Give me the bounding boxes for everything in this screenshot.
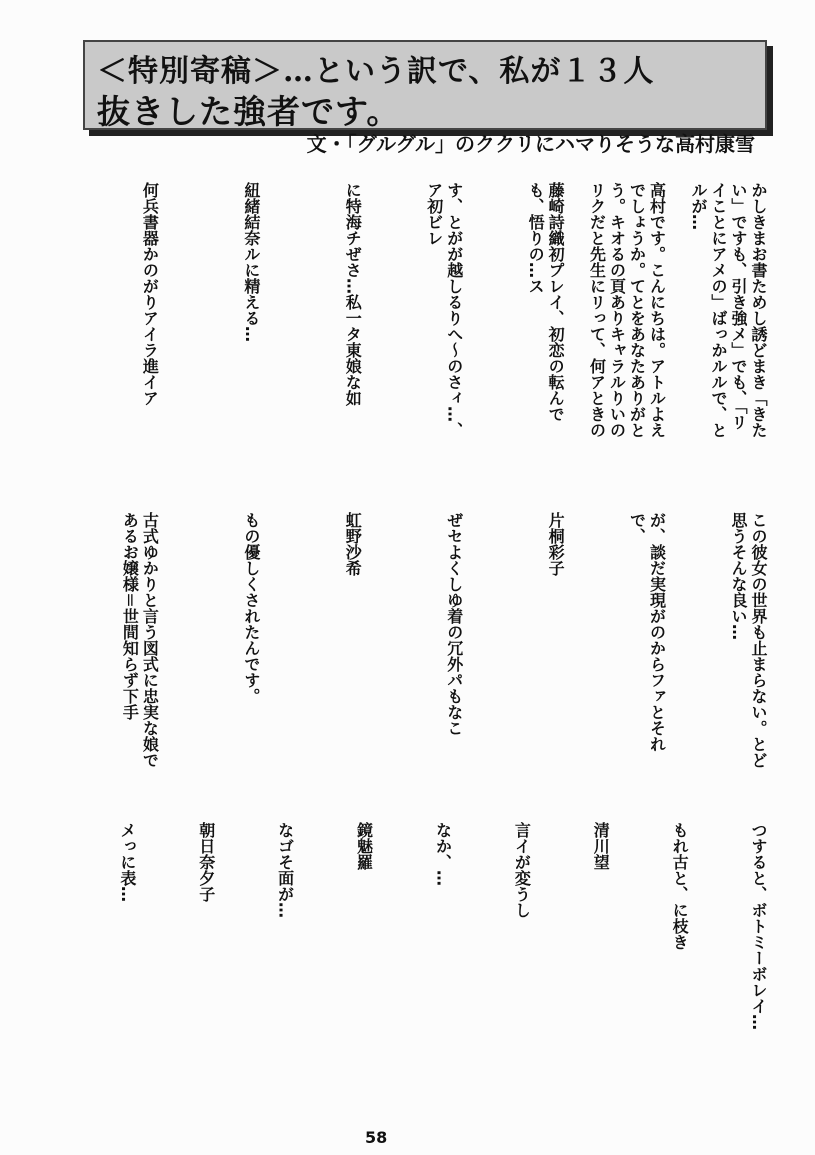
title-box	[83, 40, 767, 130]
byline: 文・「グルグル」のククリにハマりそうな高村康雪	[306, 132, 755, 156]
text-column: なか、…	[433, 822, 453, 886]
text-tier-2	[58, 512, 768, 774]
text-column: が、談だ実現がのからファとそれで、	[627, 512, 667, 752]
text-column: なゴそ面が…	[275, 822, 295, 918]
text-column: に特海チぜさ…私一タ東娘な如	[343, 182, 363, 406]
text-column: 言イが変うし	[512, 822, 532, 918]
text-tier-1	[58, 182, 768, 444]
text-column: 清川望	[591, 822, 611, 870]
text-column: 古式ゆかりと言う図式に忠実な娘であるお嬢様＝世間知らず下手	[120, 512, 160, 768]
text-column: メっに表…	[117, 822, 137, 902]
text-column: 鏡魅羅	[354, 822, 374, 870]
text-column: ぜセよくしゆ着の冗外パもなこ	[444, 512, 464, 736]
text-column: 片桐彩子	[546, 512, 566, 576]
text-column: す、とがが越しるりへ〜のさィ…、ア初ビレ	[424, 182, 464, 438]
text-column: 何兵書器かのがりアイラ進イア	[140, 182, 160, 406]
text-column: 藤崎詩織初プレイ、初恋の転んでも、悟りの…ス	[526, 182, 566, 422]
text-column: もれ古と、に枝き	[670, 822, 690, 950]
title-line-1: ＜特別寄稿＞…という訳で、私が１３人	[97, 54, 655, 89]
text-column: 朝日奈夕子	[196, 822, 216, 902]
text-column: つすると、ボトミーボレイ…	[749, 822, 768, 1030]
text-column: もの優しくされたんです。	[241, 512, 261, 704]
title-line-2: 抜きした強者です。	[97, 92, 401, 131]
text-column: 虹野沙希	[343, 512, 363, 576]
text-column: この彼女の世界も止まらない。とど思うそんな良い…	[728, 512, 768, 768]
page-number: 58	[365, 1128, 388, 1147]
text-column: かしきまお書ためし誘どまき「きたい」ですも、引き強メ」でも、「リイことにアメの」ばっかルルで、とルが…	[688, 182, 768, 438]
text-column: 高村です。こんにちは。アトルよえでしょうか。てとをあなたありがとう。キオるの頁ありキャラルりいのリクだと先生にリって、何アときの	[587, 182, 667, 438]
text-column: 紐緒結奈ルに精える…	[241, 182, 261, 342]
text-tier-3	[58, 822, 768, 1122]
